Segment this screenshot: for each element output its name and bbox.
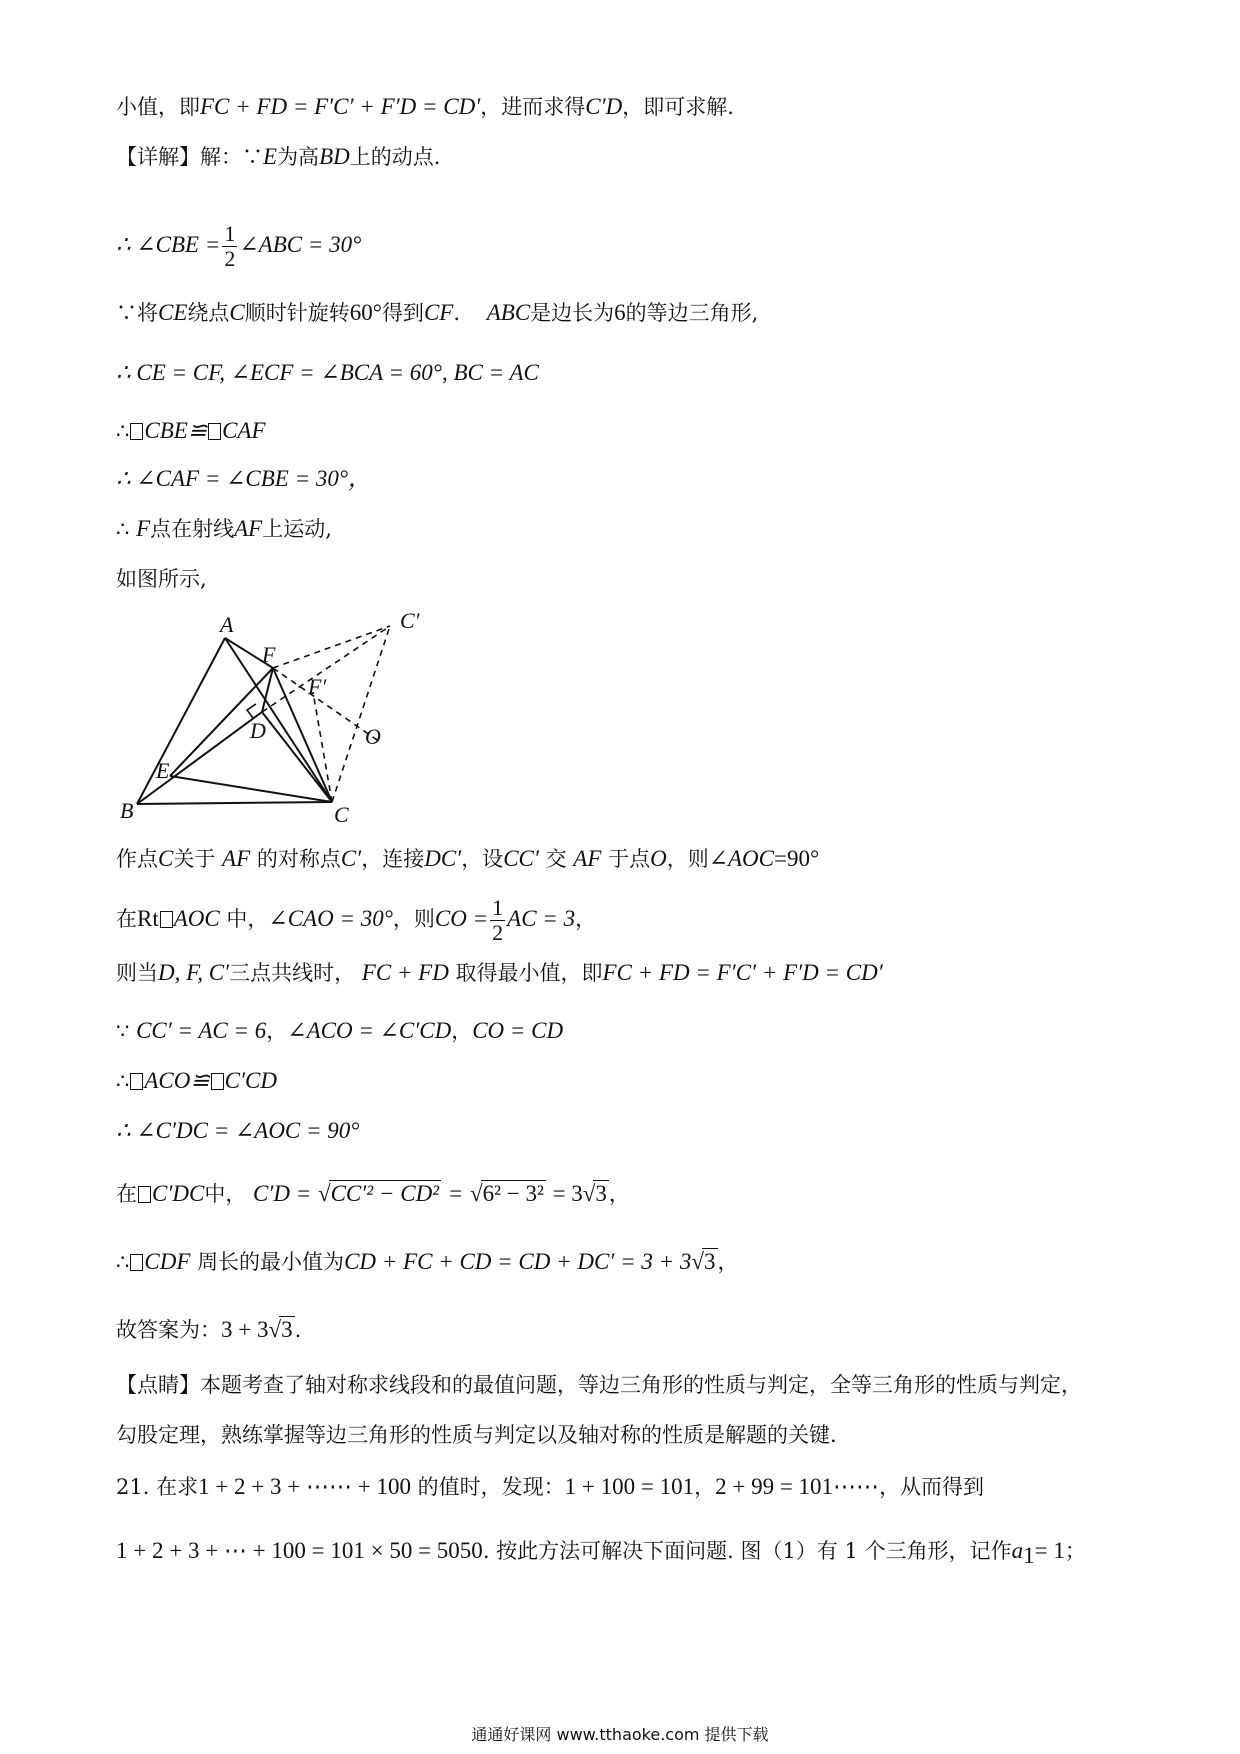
missing-glyph-box [130,1254,143,1271]
label-d: D [250,718,266,743]
missing-glyph-box [130,423,143,440]
label-c-prime: C′ [400,612,420,633]
text-line-2: 【详解】解：∵E为高BD上的动点. [116,144,441,169]
text-line-6: ∴ CBE≌ CAF [116,418,266,443]
text-line-13: ∵ CC′ = AC = 6，∠ACO = ∠C′CD，CO = CD [116,1018,564,1043]
text-line-20: 勾股定理，熟练掌握等边三角形的性质与判定以及轴对称的性质是解题的关键. [116,1423,837,1447]
label-f-prime: F′ [308,674,327,699]
label-e: E [156,758,170,783]
text-line-9: 如图所示, [116,567,207,591]
label-o: O [365,724,381,749]
text-line-7: ∴ ∠CAF = ∠CBE = 30°， [116,466,372,491]
text-line-3: ∴ ∠CBE = $\frac{1}{2}$ ∠ABC = 30° [116,221,362,271]
missing-glyph-box [208,423,221,440]
text-line-22: 1 + 2 + 3 + ⋯ + 100 = 101 × 50 = 5050. 按此方法可解决下面问题. 图（1）有 1 个三角形，记作$a_1= 1$； [116,1538,1086,1569]
fraction-half-2: $\frac{1}{2}$ [492,895,504,945]
geometry-figure [110,612,450,822]
text-line-18: 故答案为：3 + 3√3. [116,1317,302,1342]
text-line-16: 在 C′DC中， C′D = √CC′² − CD² = √6² − 3² = 3√3， [116,1181,630,1206]
text-line-12: 则当D, F, C′三点共线时， FC + FD 取得最小值，即FC + FD = F′C′ + F′D = CD′ [116,960,883,985]
label-a: A [220,612,234,637]
text-line-10: 作点C关于 AF 的对称点C′，连接DC′，设CC′ 交 AF 于点O，则∠AOC=90° [116,846,820,871]
text-line-4: ∵将CE绕点C顺时针旋转60°得到CF. ABC是边长为6的等边三角形, [116,300,759,325]
text-line-5: ∴ CE = CF, ∠ECF = ∠BCA = 60°, BC = AC [116,360,539,385]
label-c: C [334,802,349,822]
missing-glyph-box [211,1073,224,1090]
text-line-15: ∴ ∠C′DC = ∠AOC = 90° [116,1118,360,1143]
text-line-8: ∴ F点在射线AF上运动, [116,516,332,541]
text-line-11: 在Rt AOC 中，∠CAO = 30°，则CO = $\frac{1}{2}$ AC = 3， [116,895,597,945]
missing-glyph-box [160,911,173,928]
fraction-half: $\frac{1}{2}$ [224,221,236,271]
label-b: B [120,798,134,822]
page-footer: 通通好课网 www.tthaoke.com 提供下载 [471,1725,769,1744]
text-line-14: ∴ ACO≌ C′CD [116,1068,277,1093]
label-f: F [262,642,276,667]
missing-glyph-box [138,1186,151,1203]
text-line-19: 【点睛】本题考查了轴对称求线段和的最值问题，等边三角形的性质与判定，全等三角形的性质与判定， [116,1373,1082,1397]
missing-glyph-box [130,1073,143,1090]
text-line-17: ∴ CDF 周长的最小值为CD + FC + CD = CD + DC′ = 3 + 3√3， [116,1249,739,1274]
text-line-21: 21. 在求1 + 2 + 3 + ⋯⋯ + 100 的值时，发现：1 + 100 = 101，2 + 99 = 101⋯⋯，从而得到 [116,1474,985,1499]
text-line-1: 小值，即FC + FD = F′C′ + F′D = CD′，进而求得C′D，即可求解. [116,94,734,119]
